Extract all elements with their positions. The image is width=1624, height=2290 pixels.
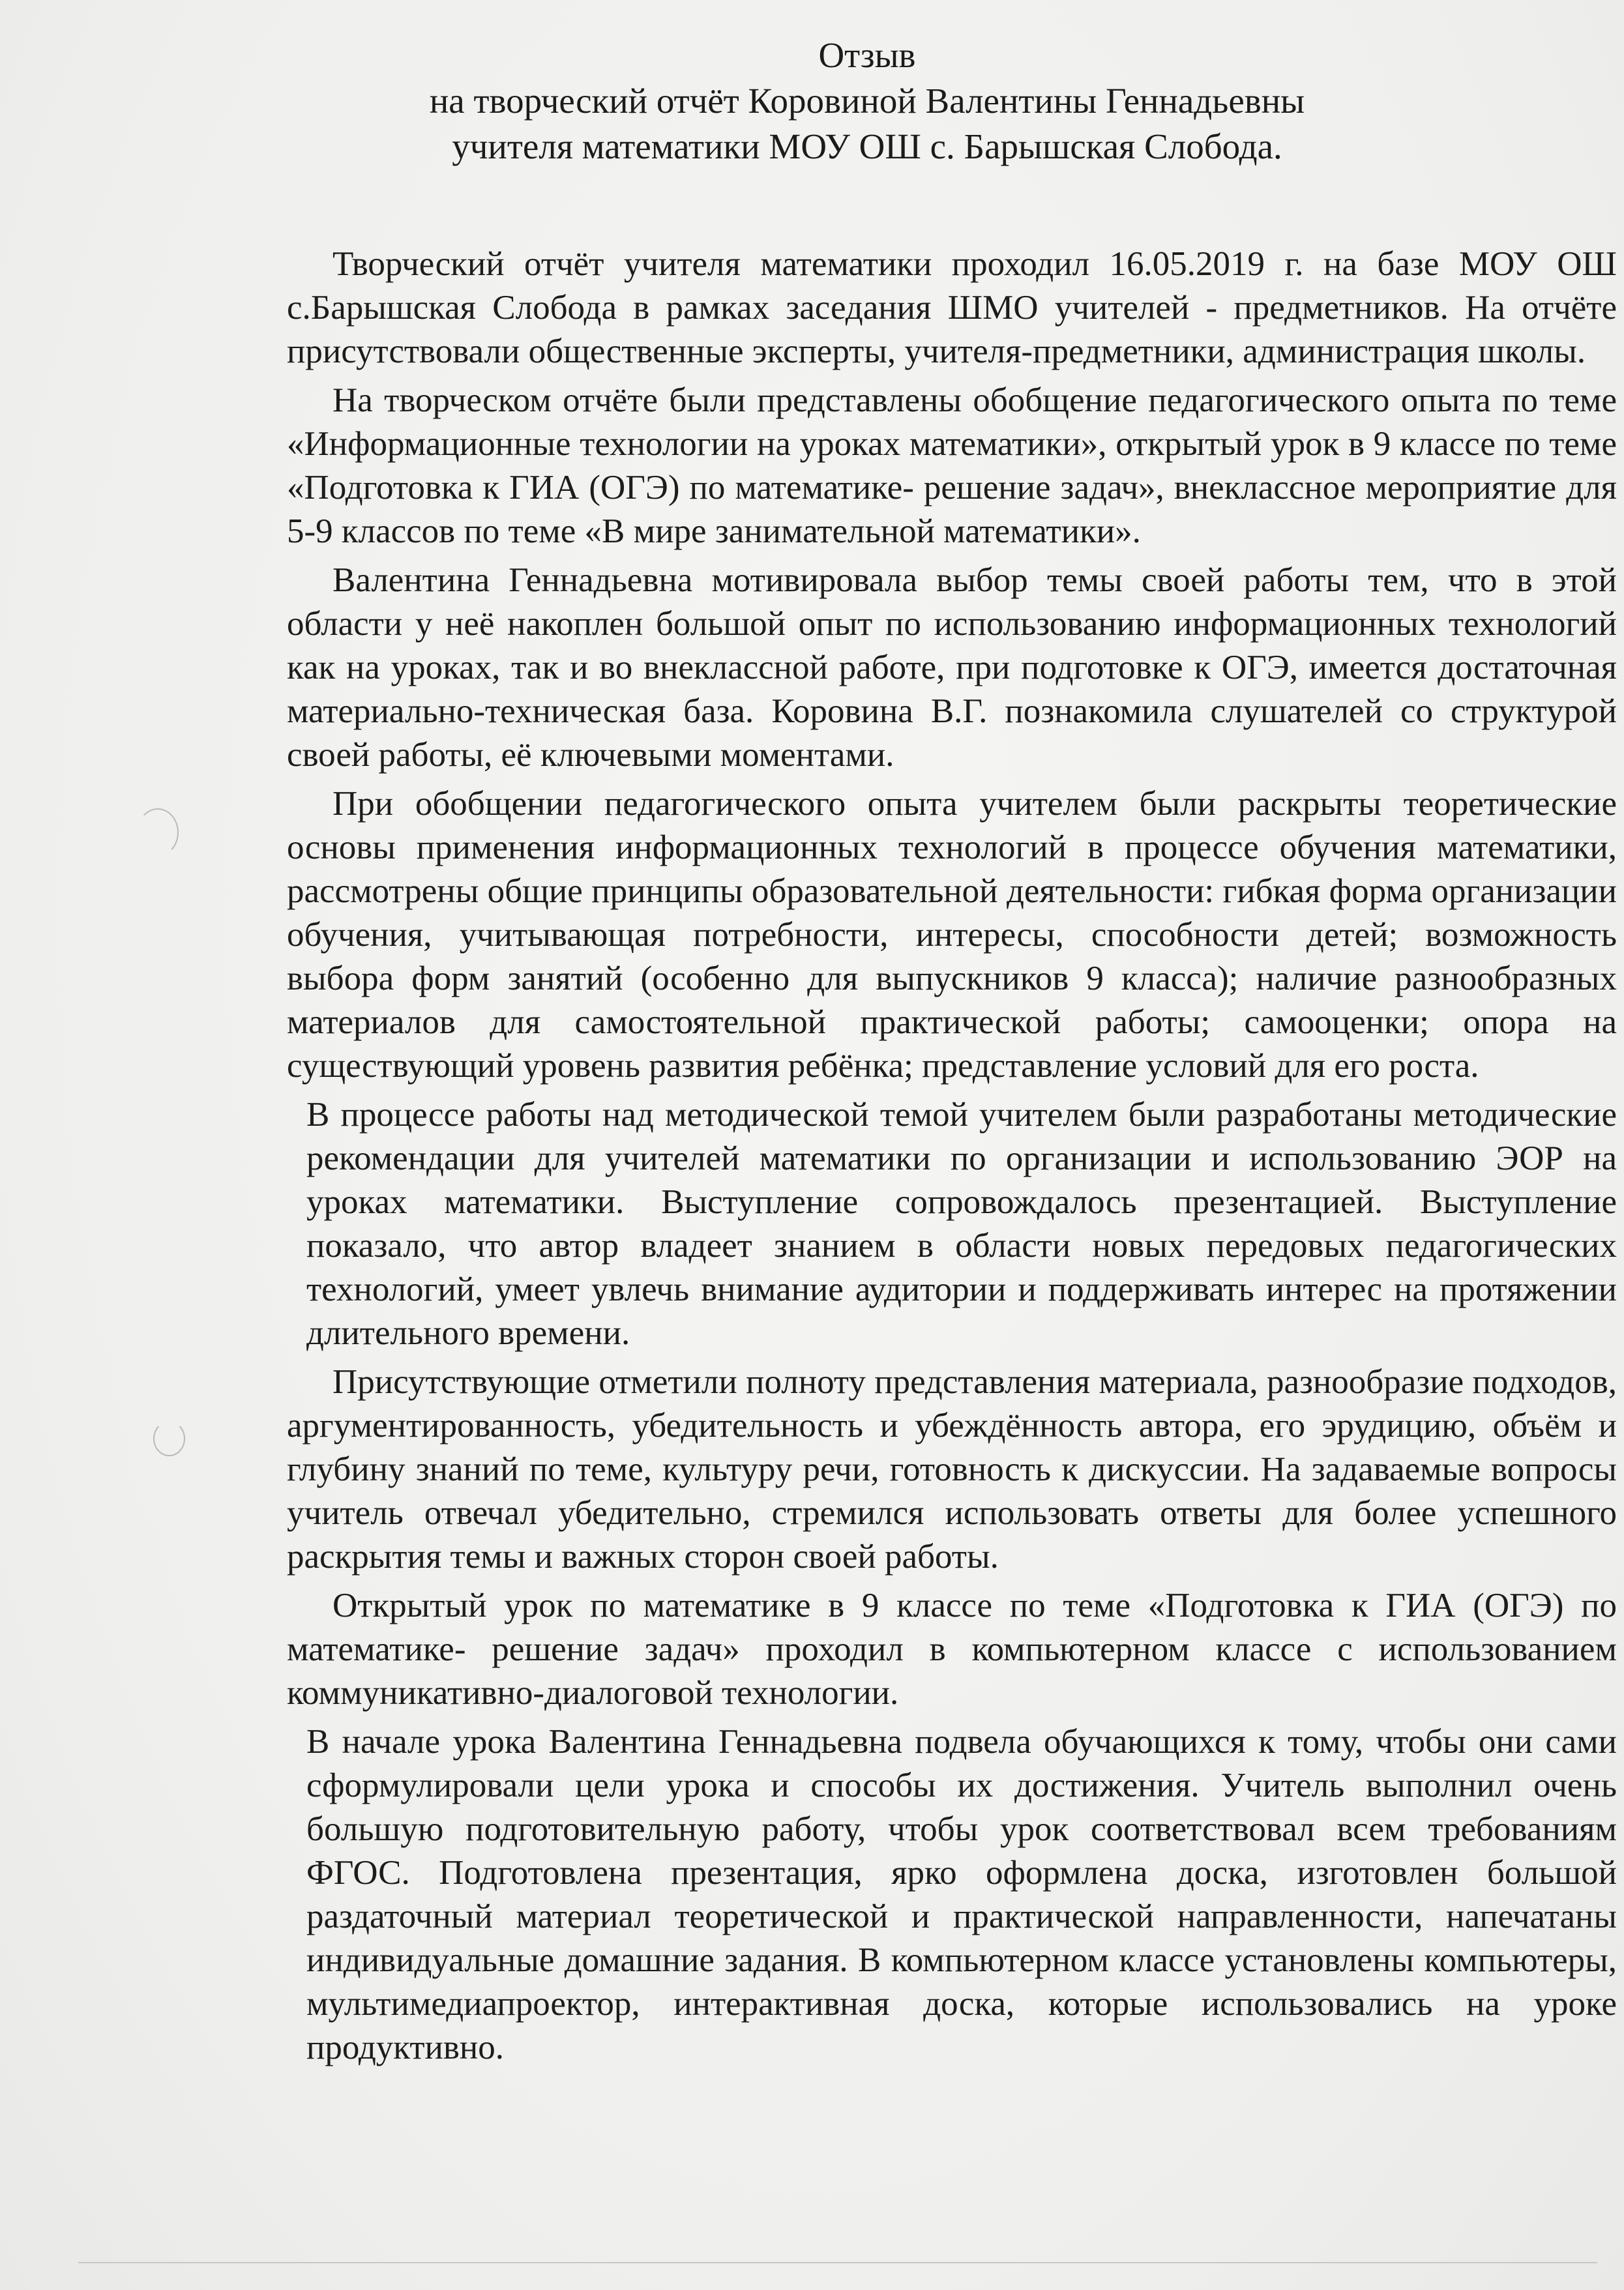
paragraph-3: Валентина Геннадьевна мотивировала выбор темы своей работы тем, что в этой области у неё накоплен большой опыт по использованию информационных технологий как на уроках, так и во внеклассной работе, при подготовке к ОГЭ, имеется достаточная материально-техническая база. Коровина В.Г. познакомила слушателей со структурой своей работы, её ключевыми моментами. [287, 561, 1617, 774]
scan-artifact-mark [137, 808, 179, 857]
header-subtitle-2: учителя математики МОУ ОШ с. Барышская Слобода. [452, 126, 1282, 166]
paragraph-8: В начале урока Валентина Геннадьевна подвела обучающихся к тому, чтобы они сами сформулировали цели урока и способы их достижения. Учитель выполнил очень большую подготовительную работу, чтобы урок соответствовал всем требованиям ФГОС. Подготовлена презентация, ярко оформлена доска, изготовлен большой раздаточный материал теоретической и практической направленности, напечатаны индивидуальные домашние задания. В компьютерном классе установлены компьютеры, мультимедиапроектор, интерактивная доска, которые использовались на уроке продуктивно. [306, 1723, 1617, 2066]
paragraph-6: Присутствующие отметили полноту представления материала, разнообразие подходов, аргументированность, убедительность и убеждённость автора, его эрудицию, объём и глубину знаний по теме, культуру речи, готовность к дискуссии. На задаваемые вопросы учитель отвечал убедительно, стремился использовать ответы для более успешного раскрытия темы и важных сторон своей работы. [287, 1363, 1617, 1576]
page-bottom-edge [78, 2262, 1597, 2263]
document-body [287, 242, 1617, 2075]
paragraph-4: При обобщении педагогического опыта учителем были раскрыты теоретические основы применения информационных технологий в процессе обучения математики, рассмотрены общие принципы образовательной деятельности: гибкая форма организации обучения, учитывающая потребности, интересы, способности детей; возможность выбора форм занятий (особенно для выпускников 9 класса); наличие разнообразных материалов для самостоятельной практической работы; самооценки; опора на существующий уровень развития ребёнка; представление условий для его роста. [287, 785, 1617, 1085]
document-header [248, 33, 1486, 169]
paragraph-1: Творческий отчёт учителя математики проходил 16.05.2019 г. на базе МОУ ОШ с.Барышская Слобода в рамках заседания ШМО учителей - предметников. На отчёте присутствовали общественные эксперты, учителя-предметники, администрация школы. [287, 245, 1617, 370]
header-subtitle: на творческий отчёт Коровиной Валентины Геннадьевны [429, 81, 1305, 121]
paragraph-5: В процессе работы над методической темой учителем были разработаны методические рекомендации для учителей математики по организации и использованию ЭОР на уроках математики. Выступление сопровождалось презентацией. Выступление показало, что автор владеет знанием в области новых передовых педагогических технологий, умеет увлечь внимание аудитории и поддерживать интерес на протяжении длительного времени. [306, 1096, 1617, 1352]
paragraph-7: Открытый урок по математике в 9 классе по теме «Подготовка к ГИА (ОГЭ) по математике- решение задач» проходил в компьютерном классе с использованием коммуникативно-диалоговой технологии. [287, 1587, 1617, 1712]
scan-artifact-mark-2 [153, 1421, 185, 1456]
paragraph-2: На творческом отчёте были представлены обобщение педагогического опыта по теме «Информационные технологии на уроках математики», открытый урок в 9 классе по теме «Подготовка к ГИА (ОГЭ) по математике- решение задач», внеклассное мероприятие для 5-9 классов по теме «В мире занимательной математики». [287, 381, 1617, 550]
header-title: Отзыв [818, 35, 916, 75]
